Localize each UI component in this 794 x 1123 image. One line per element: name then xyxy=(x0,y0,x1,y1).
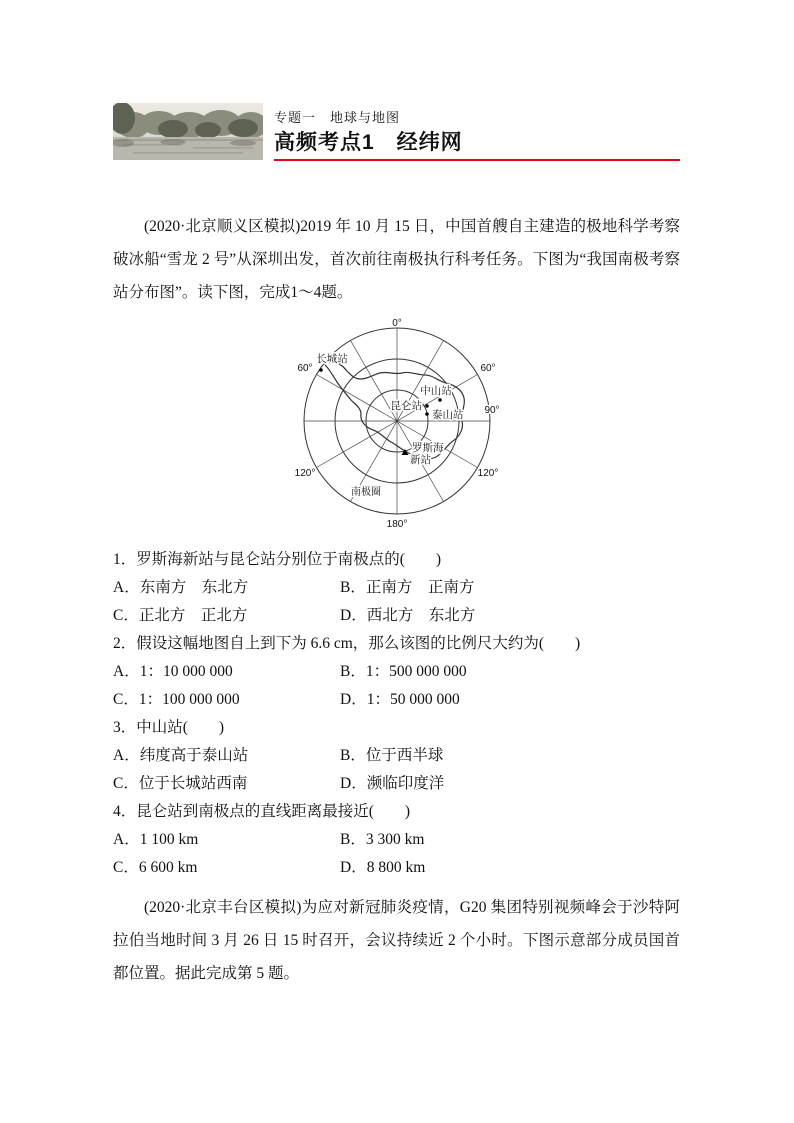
option-b: B．位于西半球 xyxy=(340,747,444,764)
station-labels xyxy=(316,352,463,466)
taishan-marker xyxy=(425,412,429,416)
question-4 xyxy=(113,798,680,882)
station-label-changcheng: 长城站 xyxy=(315,353,348,365)
question-2 xyxy=(113,630,680,714)
question-stem: 4．昆仑站到南极点的直线距离最接近( ) xyxy=(113,803,411,820)
question-1 xyxy=(113,546,680,630)
question-stem: 2．假设这幅地图自上到下为 6.6 cm，那么该图的比例尺大约为( ) xyxy=(113,635,581,652)
questions-section xyxy=(113,546,680,882)
page-header xyxy=(113,0,680,161)
question-3 xyxy=(113,714,680,798)
option-a: A．1 100 km xyxy=(113,831,199,848)
kunlun-marker xyxy=(425,404,429,408)
meridian-label-120e: 120° xyxy=(477,468,498,479)
option-c: C．正北方 正北方 xyxy=(113,607,248,624)
option-c: C．6 600 km xyxy=(113,859,198,876)
meridian-label-90e: 90° xyxy=(483,405,500,416)
question-stem: 3．中山站( ) xyxy=(113,719,225,736)
option-c: C．位于长城站西南 xyxy=(113,775,248,792)
option-a: A．1：10 000 000 xyxy=(113,663,233,680)
option-a: A．纬度高于泰山站 xyxy=(113,747,249,764)
intro-paragraph: (2020·北京顺义区模拟)2019 年 10 月 15 日，中国首艘自主建造的极地科学考察破冰船“雪龙 2 号”从深圳出发，首次前往南极执行科考任务。下图为“我国南极考察站分布图”。读下图，完成1～4题。 xyxy=(113,218,680,301)
question-stem: 1．罗斯海新站与昆仑站分别位于南极点的( ) xyxy=(113,551,442,568)
station-label-taishan: 泰山站 xyxy=(431,409,463,421)
option-a: A．东南方 东北方 xyxy=(113,579,249,596)
antarctic-circle-label: 南极圈 xyxy=(350,487,381,498)
option-d: D．8 800 km xyxy=(340,859,426,876)
header-titles xyxy=(274,103,680,161)
header-photo-image xyxy=(113,103,263,160)
option-b: B．3 300 km xyxy=(340,831,425,848)
station-label-ross-2: 新站 xyxy=(409,454,431,466)
meridian-label-120w: 120° xyxy=(294,468,315,479)
station-label-zhongshan: 中山站 xyxy=(419,385,452,397)
option-d: D．西北方 东北方 xyxy=(340,607,476,624)
page-title: 高频考点1 经纬网 xyxy=(274,131,463,154)
option-d: D．濒临印度洋 xyxy=(340,775,445,792)
zhongshan-marker xyxy=(438,398,442,402)
option-b: B．正南方 正南方 xyxy=(340,579,475,596)
landscape-photo xyxy=(113,103,263,160)
option-b: B．1：500 000 000 xyxy=(340,663,467,680)
meridian-label-60e: 60° xyxy=(479,363,496,374)
antarctica-map-figure xyxy=(113,318,680,533)
closing-paragraph: (2020·北京丰台区模拟)为应对新冠肺炎疫情，G20 集团特别视频峰会于沙特阿拉伯当地时间 3 月 26 日 15 时召开，会议持续近 2 个小时。下图示意部分成员国首都位置。据此完成第 5 题。 xyxy=(113,899,680,982)
option-d: D．1：50 000 000 xyxy=(340,691,460,708)
meridian-label-0: 0° xyxy=(391,318,402,329)
station-label-kunlun: 昆仑站 xyxy=(390,400,422,412)
changcheng-marker xyxy=(319,368,323,372)
option-c: C．1：100 000 000 xyxy=(113,691,240,708)
station-label-ross-1: 罗斯海 xyxy=(411,442,443,454)
polar-map xyxy=(272,318,522,533)
meridian-label-60w: 60° xyxy=(296,363,313,374)
unit-topic: 专题一 地球与地图 xyxy=(274,110,401,125)
meridian-label-180: 180° xyxy=(386,519,407,530)
